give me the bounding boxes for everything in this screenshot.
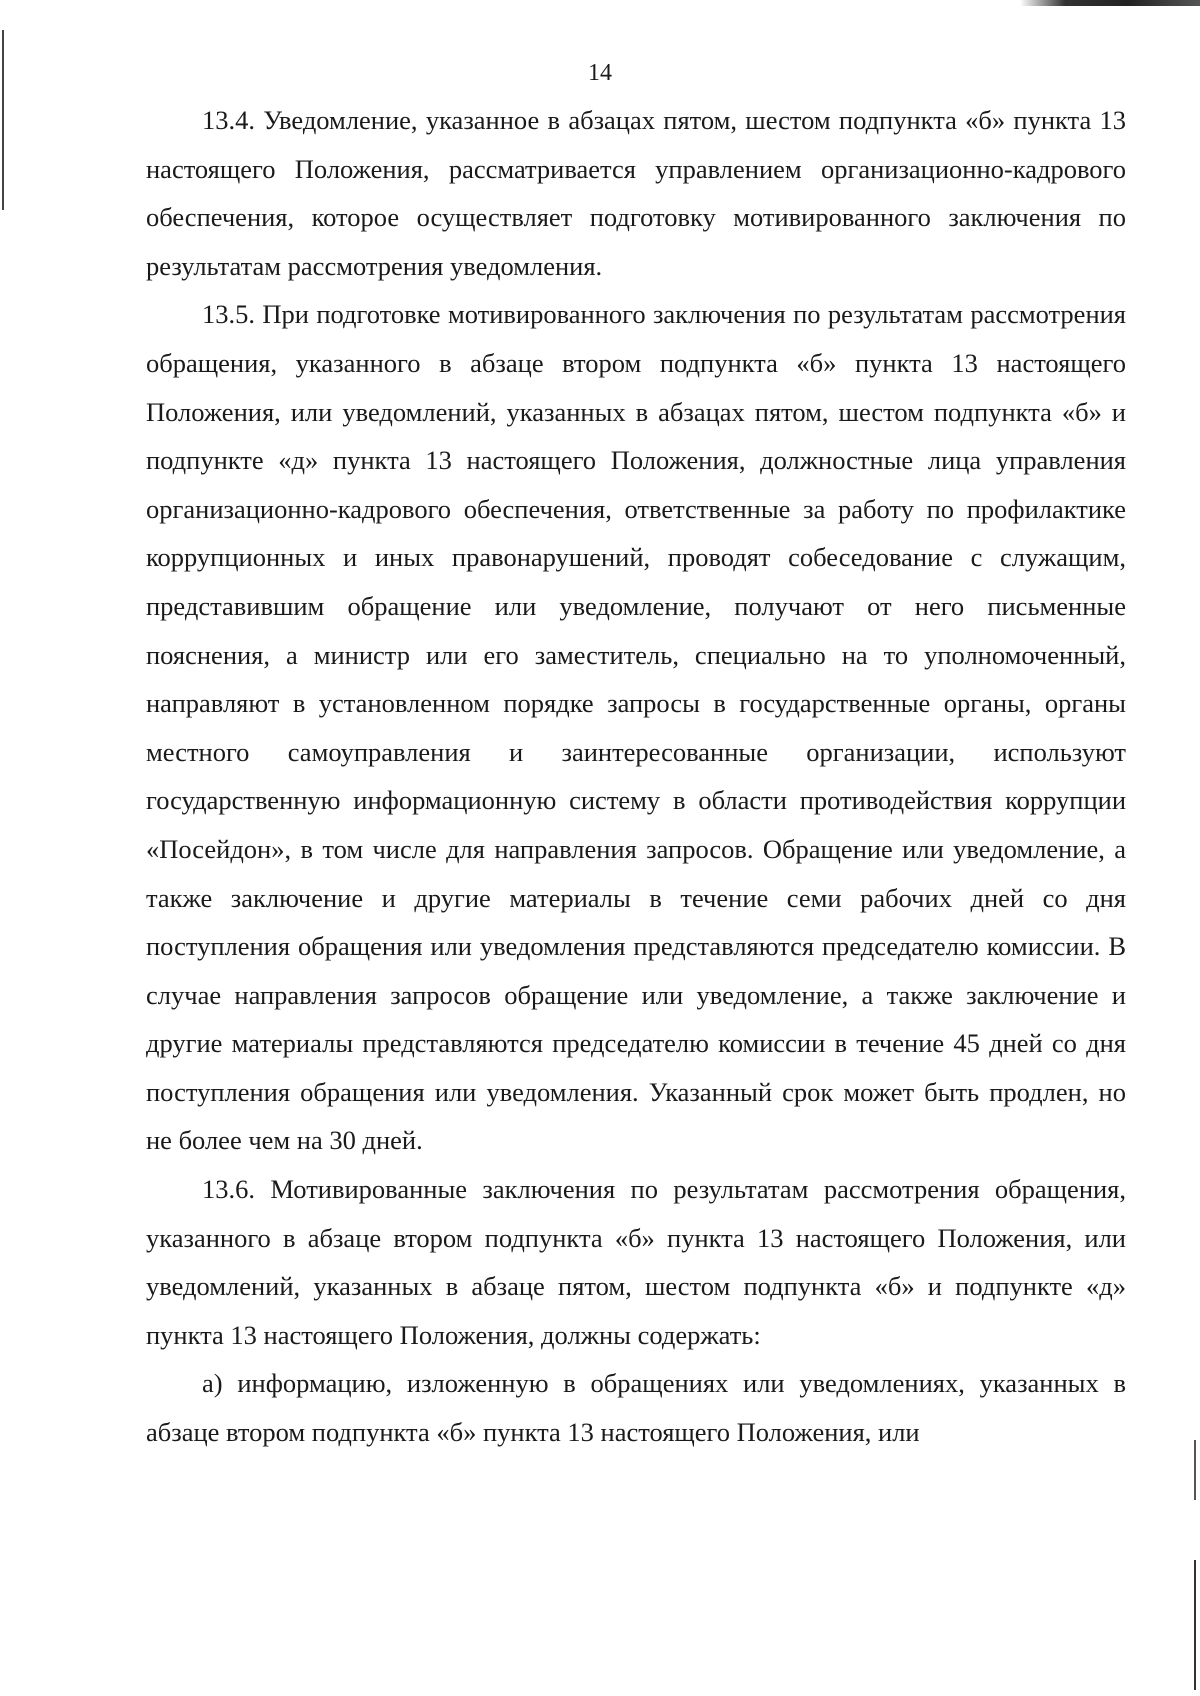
paragraph-13-5: 13.5. При подготовке мотивированного заключения по результатам рассмотрения обращения, указанного в абзаце втором подпункта «б» пункта 13 настоящего Положения, или уведомлений, указанных в абзацах пятом, шестом подпункта «б» и подпункте «д» пункта 13 настоящего Положения, должностные лица управления организационно-кадрового обеспечения, ответственные за работу по профилактике коррупционных и иных правонарушений, проводят собеседование с служащим, представившим обращение или уведомление, получают от него письменные пояснения, а министр или его заместитель, специально на то уполномоченный, направляют в установленном порядке запросы в государственные органы, органы местного самоуправления и заинтересованные организации, используют государственную информационную систему в области противодействия коррупции «Посейдон», в том числе для направления запросов. Обращение или уведомление, а также заключение и другие материалы в течение семи рабочих дней со дня поступления обращения или уведомления представляются председателю комиссии. В случае направления запросов обращение или уведомление, а также заключение и другие материалы представляются председателю комиссии в течение 45 дней со дня поступления обращения или уведомления. Указанный срок может быть продлен, но не более чем на 30 дней. [146,299,1126,1156]
scan-artifact-left [2,30,4,210]
paragraph-13-6: 13.6. Мотивированные заключения по результатам рассмотрения обращения, указанного в абзаце втором подпункта «б» пункта 13 настоящего Положения, или уведомлений, указанных в абзаце пятом, шестом подпункта «б» и подпункте «д» пункта 13 настоящего Положения, должны содержать: [146,1174,1126,1350]
page-number: 14 [588,60,612,86]
scan-artifact-top [1020,0,1200,6]
paragraph-13-6-a: а) информацию, изложенную в обращениях или уведомлениях, указанных в абзаце втором подпункта «б» пункта 13 настоящего Положения, или [146,1368,1126,1448]
document-body [146,96,1126,1457]
scan-artifact-right [1194,1440,1196,1500]
paragraph-13-4: 13.4. Уведомление, указанное в абзацах пятом, шестом подпункта «б» пункта 13 настоящего Положения, рассматривается управлением организационно-кадрового обеспечения, которое осуществляет подготовку мотивированного заключения по результатам рассмотрения уведомления. [146,105,1126,281]
scan-artifact-right-lower [1194,1560,1196,1690]
